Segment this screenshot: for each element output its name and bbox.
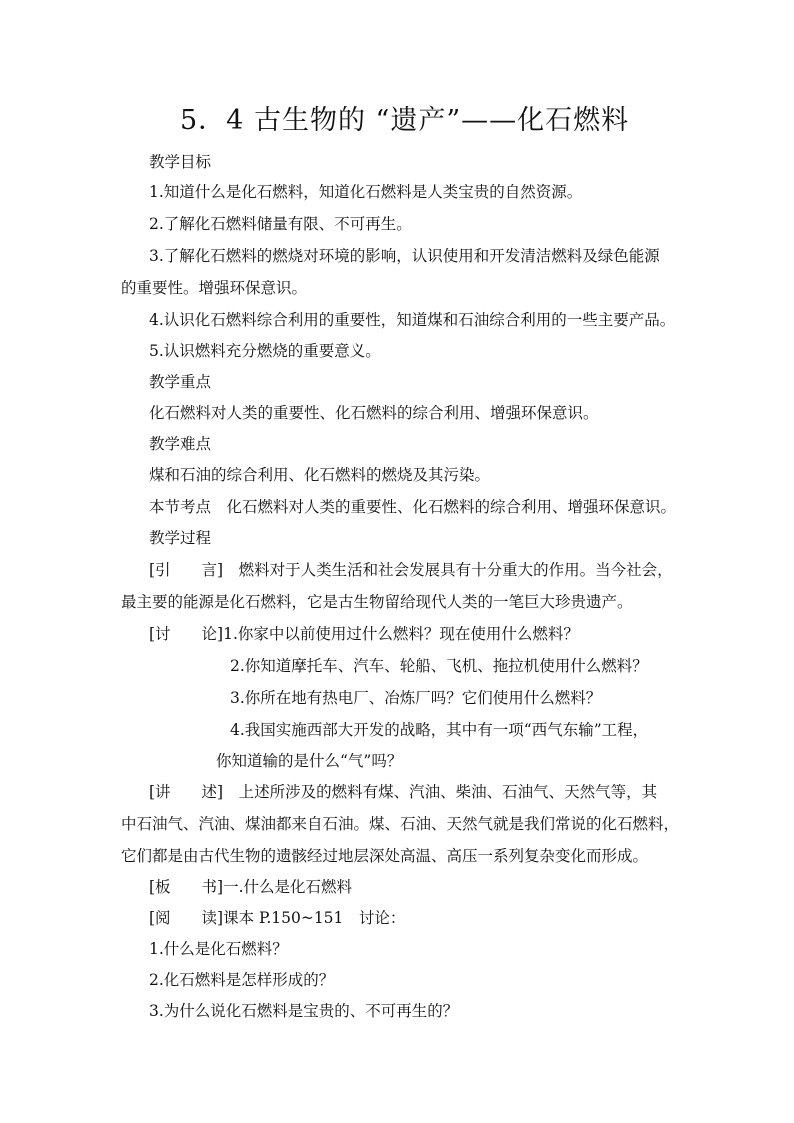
read-question-2: 2.化石燃料是怎样形成的？ [149, 971, 335, 989]
discuss-question-4-cont: 你知道输的是什么“气”吗？ [216, 752, 403, 770]
intro-text-cont: 最主要的能源是化石燃料，它是古生物留给现代人类的一笔巨大珍贵遗产。 [121, 593, 633, 611]
objective-item-4: 4.认识化石燃料综合利用的重要性，知道煤和石油综合利用的一些主要产品。 [149, 311, 676, 329]
discuss-question-4: 4.我国实施西部大开发的战略，其中有一项“西气东输”工程， [230, 721, 649, 739]
discuss-question-2: 2.你知道摩托车、汽车、轮船、飞机、拖拉机使用什么燃料？ [230, 657, 648, 675]
intro-text: 燃料对于人类生活和社会发展具有十分重大的作用。当今社会， [238, 561, 673, 579]
discuss-question-1: 1.你家中以前使用过什么燃料？现在使用什么燃料？ [223, 625, 579, 643]
lecture-line [149, 782, 657, 802]
board-tag: [板 书] [149, 878, 224, 896]
key-points-heading: 教学重点 [149, 373, 212, 391]
lecture-text-cont-1: 中石油气、汽油、煤油都来自石油。煤、石油、天然气就是我们常说的化石燃料， [121, 815, 680, 833]
objective-item-3-cont: 的重要性。增强环保意识。 [121, 279, 308, 297]
board-text: 一.什么是化石燃料 [223, 878, 353, 896]
key-points-text: 化石燃料对人类的重要性、化石燃料的综合利用、增强环保意识。 [149, 404, 599, 422]
exam-points-line [149, 497, 676, 517]
intro-tag: [引 言] [149, 561, 224, 579]
objectives-heading: 教学目标 [149, 153, 212, 171]
objective-item-3: 3.了解化石燃料的燃烧对环境的影响，认识使用和开发清洁燃料及绿色能源 [149, 247, 660, 265]
objective-item-2: 2.了解化石燃料储量有限、不可再生。 [149, 215, 412, 233]
discuss-question-3: 3.你所在地有热电厂、冶炼厂吗？它们使用什么燃料？ [230, 689, 602, 707]
exam-points-label: 本节考点 [149, 498, 212, 516]
read-text: 课本 P.150~151 讨论： [223, 909, 406, 927]
discuss-tag: [讨 论] [149, 625, 224, 643]
read-question-3: 3.为什么说化石燃料是宝贵的、不可再生的？ [149, 1002, 459, 1020]
discuss-line [149, 624, 579, 644]
process-heading: 教学过程 [149, 529, 212, 547]
read-question-1: 1.什么是化石燃料？ [149, 940, 288, 958]
difficulties-heading: 教学难点 [149, 435, 212, 453]
read-tag: [阅 读] [149, 909, 224, 927]
board-line [149, 877, 352, 897]
objective-item-1: 1.知道什么是化石燃料，知道化石燃料是人类宝贵的自然资源。 [149, 183, 583, 201]
lecture-text-cont-2: 它们都是由古代生物的遗骸经过地层深处高温、高压一系列复杂变化而形成。 [121, 847, 649, 865]
read-line [149, 908, 405, 928]
objective-item-5: 5.认识燃料充分燃烧的重要意义。 [149, 342, 381, 360]
difficulties-text: 煤和石油的综合利用、化石燃料的燃烧及其污染。 [149, 466, 491, 484]
page-title: 5．4 古生物的 “遗产”——化石燃料 [180, 105, 630, 136]
lecture-text: 上述所涉及的燃料有煤、汽油、柴油、石油气、天然气等，其 [238, 783, 658, 801]
lecture-tag: [讲 述] [149, 783, 224, 801]
intro-line [149, 560, 673, 580]
exam-points-text: 化石燃料对人类的重要性、化石燃料的综合利用、增强环保意识。 [226, 498, 677, 516]
